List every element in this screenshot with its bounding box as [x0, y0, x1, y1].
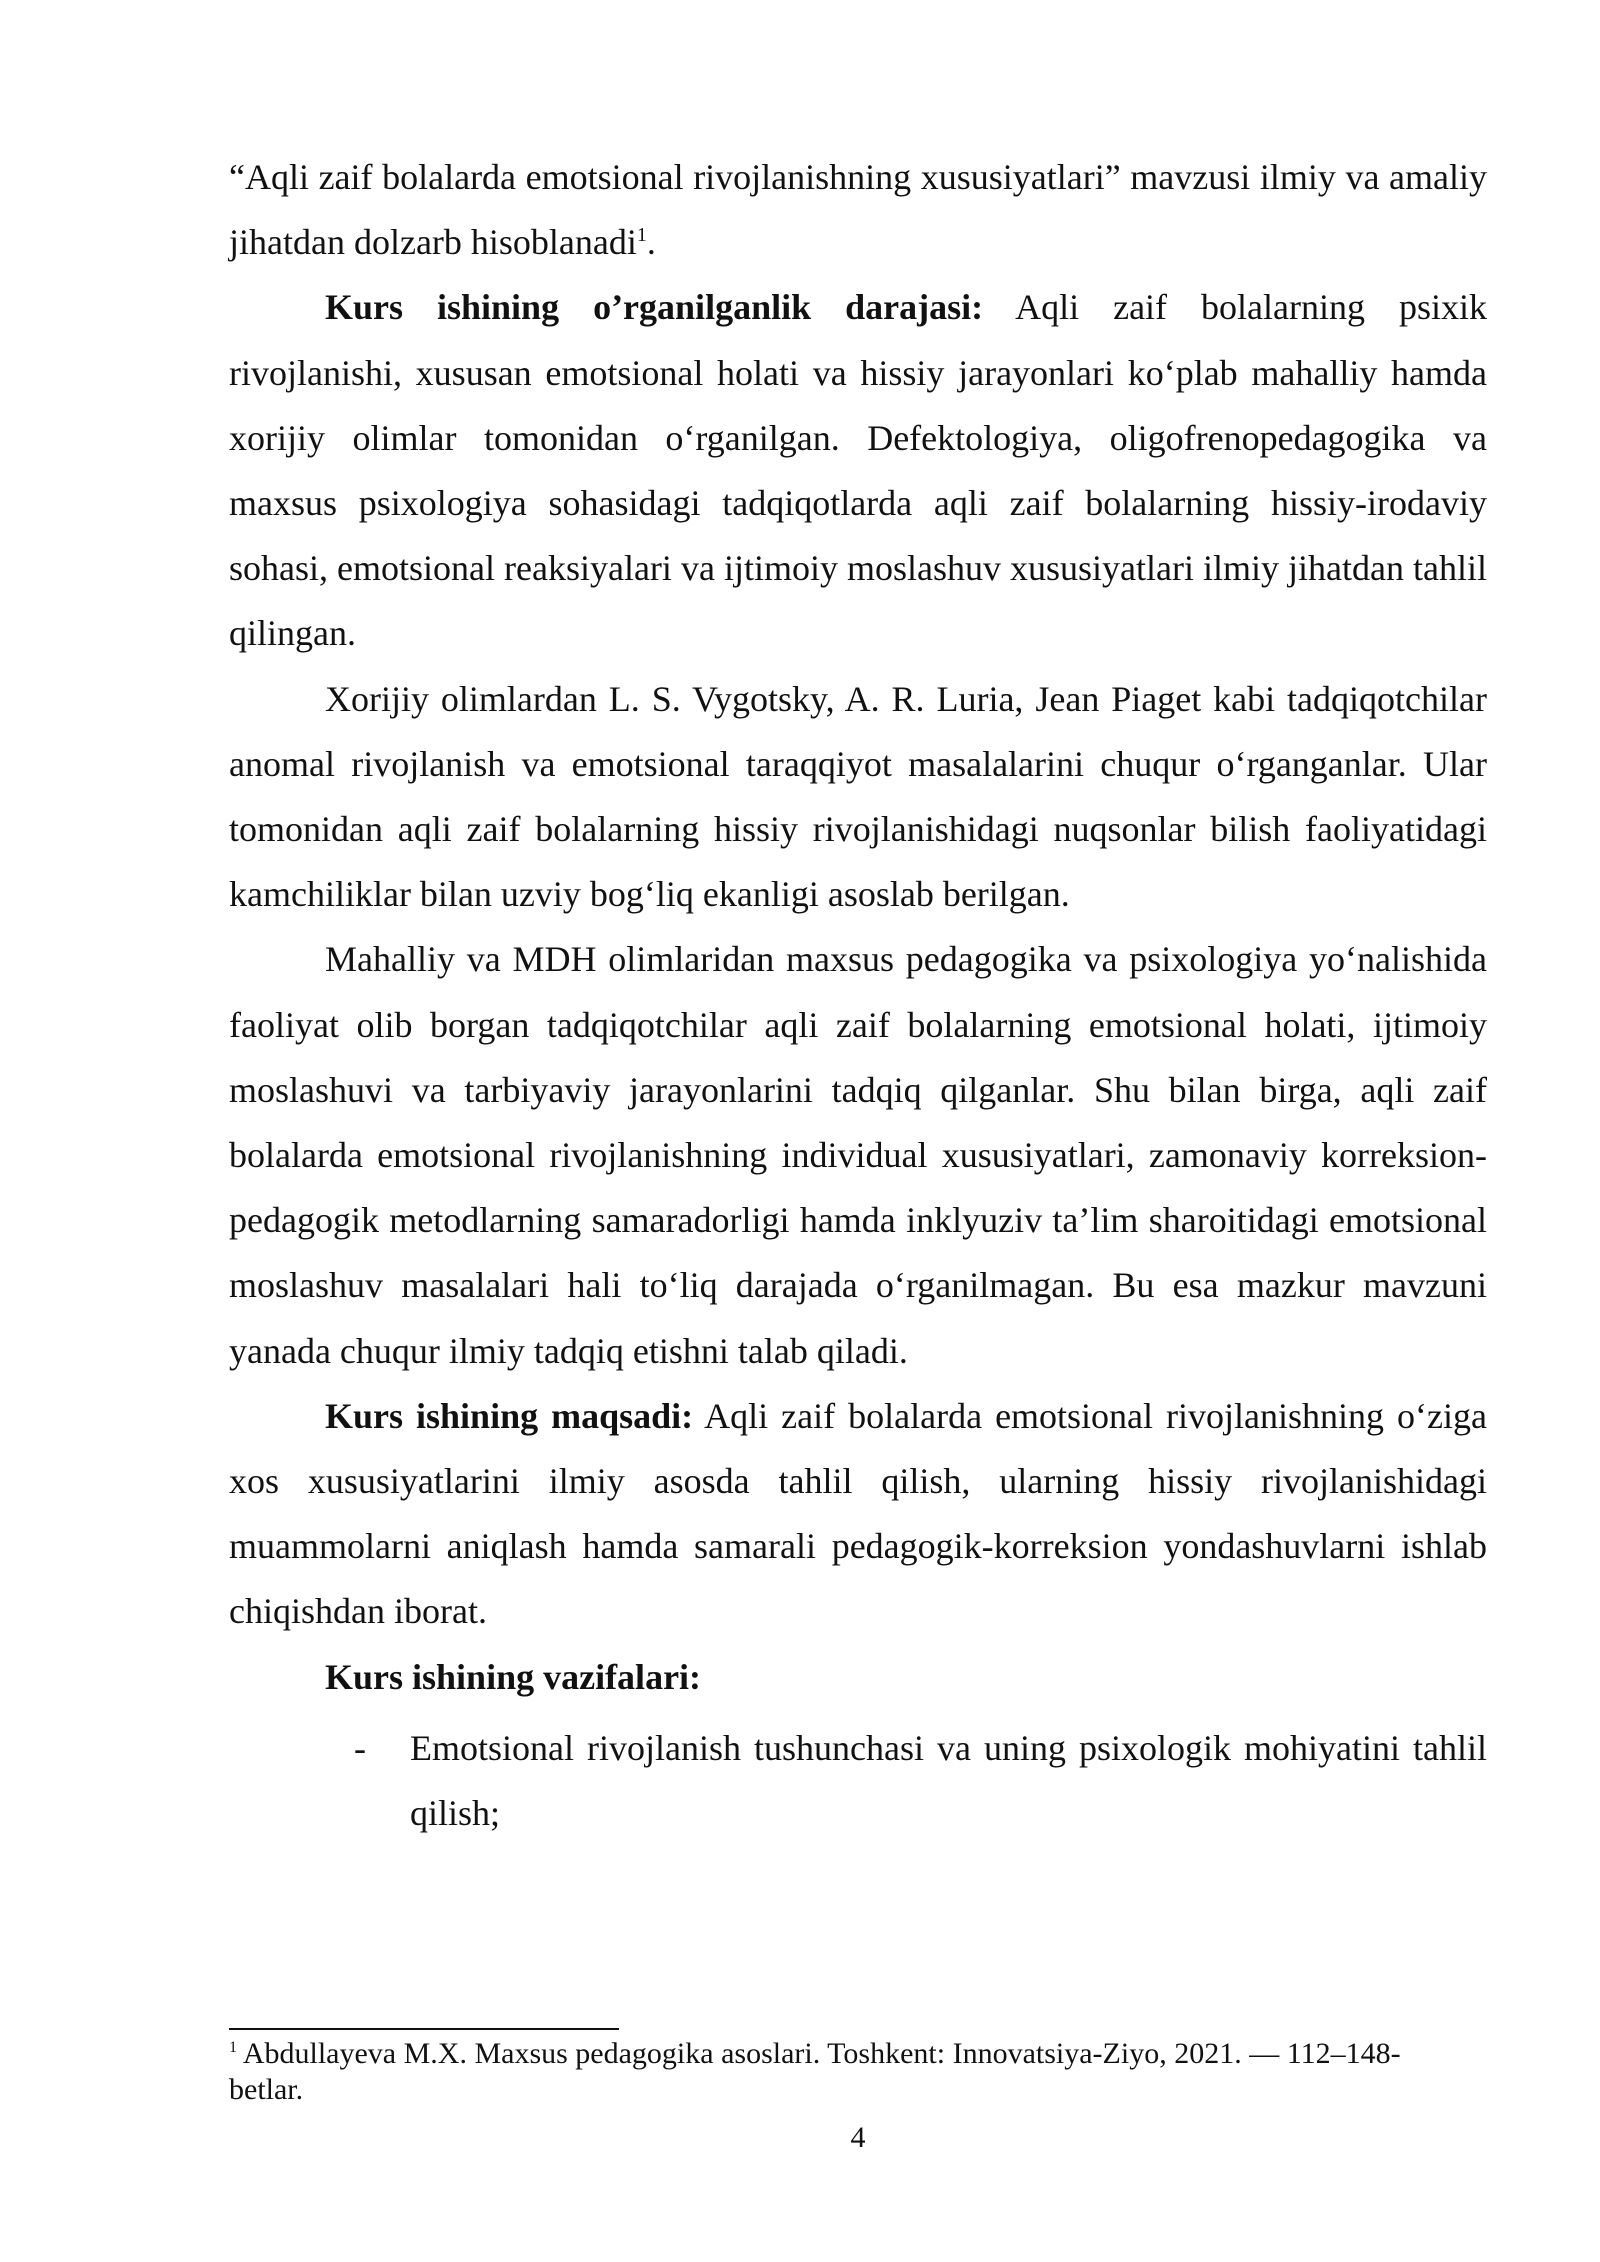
list-item-text: Emotsional rivojlanish tushunchasi va uning psixologik mohiyatini tahlil qilish; [410, 1727, 1487, 1834]
paragraph-text: Aqli zaif bolalarda emotsional rivojlanishning o‘ziga xos xususiyatlarini ilmiy asosda tahlil qilish, ularning hissiy rivojlanishidagi muammolarni aniqlash hamda samarali pedagogik-korreksion yondashuvlarni ishlab chiqishdan iborat. [229, 1395, 1487, 1632]
section-heading-degree-of-study: Kurs ishining o’rganilganlik darajasi: [325, 287, 984, 328]
paragraph-foreign-scholars [229, 667, 1487, 928]
footnote-number: 1 [229, 2039, 237, 2056]
footnote-separator [229, 2028, 619, 2030]
section-heading-goal: Kurs ishining maqsadi: [325, 1395, 694, 1436]
paragraph-degree-of-study [229, 275, 1487, 666]
paragraph-text: “Aqli zaif bolalarda emotsional rivojlanishning xususiyatlari” mavzusi ilmiy va amaliy jihatdan dolzarb hisoblanadi [229, 157, 1487, 263]
paragraph-text: Aqli zaif bolalarning psixik rivojlanishi, xususan emotsional holati va hissiy jarayonlari ko‘plab mahalliy hamda xorijiy olimlar tomonidan o‘rganilgan. Defektologiya, oligofrenopedagogika va maxsus psixologiya sohasidagi tadqiqotlarda aqli zaif bolalarning hissiy-irodaviy sohasi, emotsional reaksiyalari va ijtimoiy moslashuv xususiyatlari ilmiy jihatdan tahlil qilingan. [229, 287, 1487, 654]
list-item [229, 1716, 1487, 1846]
footnote [229, 2036, 1459, 2108]
page-body [229, 145, 1487, 1846]
footnote-text: Abdullayeva M.X. Maxsus pedagogika asoslari. Toshkent: Innovatsiya-Ziyo, 2021. — 112–148-betlar. [229, 2037, 1401, 2106]
paragraph-intro-continuation [229, 145, 1487, 275]
page-number: 4 [850, 2121, 866, 2154]
footnote-reference: 1 [636, 224, 647, 247]
paragraph-goal [229, 1384, 1487, 1645]
paragraph-local-scholars [229, 927, 1487, 1383]
paragraph-end-punctuation: . [646, 222, 656, 263]
paragraph-text: Xorijiy olimlardan L. S. Vygotsky, A. R. Luria, Jean Piaget kabi tadqiqotchilar anomal rivojlanish va emotsional taraqqiyot masalalarini chuqur o‘rganganlar. Ular tomonidan aqli zaif bolalarning hissiy rivojlanishidagi nuqsonlar bilish faoliyatidagi kamchiliklar bilan uzviy bog‘liq ekanligi asoslab berilgan. [229, 678, 1487, 915]
section-heading-tasks: Kurs ishining vazifalari: [325, 1656, 702, 1697]
paragraph-text: Mahalliy va MDH olimlaridan maxsus pedagogika va psixologiya yo‘nalishida faoliyat olib borgan tadqiqotchilar aqli zaif bolalarning emotsional holati, ijtimoiy moslashuvi va tarbiyaviy jarayonlarini tadqiq qilganlar. Shu bilan birga, aqli zaif bolalarda emotsional rivojlanishning individual xususiyatlari, zamonaviy korreksion-pedagogik metodlarning samaradorligi hamda inklyuziv ta’lim sharoitidagi emotsional moslashuv masalalari hali to‘liq darajada o‘rganilmagan. Bu esa mazkur mavzuni yanada chuqur ilmiy tadqiq etishni talab qiladi. [229, 939, 1487, 1371]
list-bullet: - [354, 1727, 366, 1768]
